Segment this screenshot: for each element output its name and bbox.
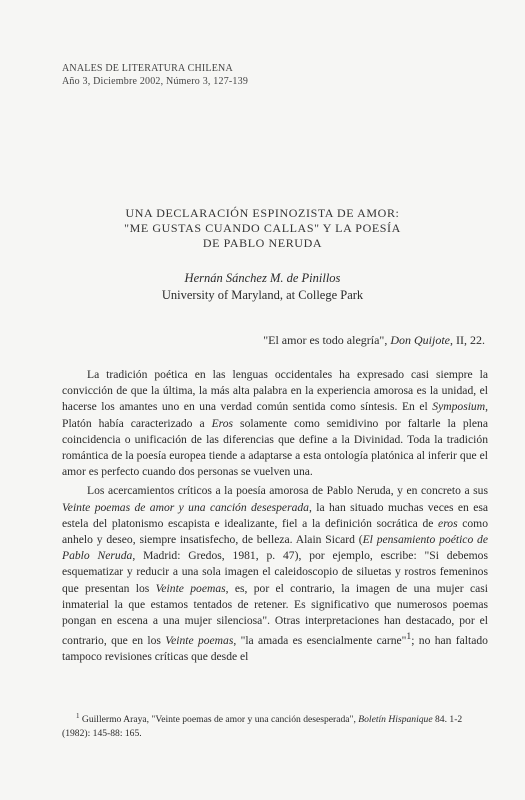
epigraph-work: Don Quijote (390, 333, 450, 347)
text-run: ; no han faltado tampoco revisiones críticas que desde el (62, 634, 488, 664)
paragraph-2 (62, 483, 488, 665)
text-run: , Madrid: Gredos, 1981, p. 47), por ejemplo, escribe: "Si debemos esquematizar y reducir a una sola imagen el caleidoscopio de siluetas y rostros femeninos que presentan los (62, 549, 488, 595)
text-run: , es, por el contrario, la imagen de una mujer casi inmaterial la que estamos tentados de retener. Es significativo que numerosos poemas pongan en escena a una mujer silenciosa". Otras interpretaciones han destacado, por el contrario, que en los (62, 581, 488, 648)
text-run: como anhelo y deseo, siempre insatisfecho, de belleza. Alain Sicard ( (62, 516, 488, 547)
italic-run: Veinte poemas de amor y una canción desesperada (62, 500, 309, 514)
italic-run: Eros (211, 416, 234, 430)
epigraph (263, 333, 485, 348)
author-affiliation: University of Maryland, at College Park (161, 288, 364, 302)
journal-issue: Año 3, Diciembre 2002, Número 3, 127-139 (62, 76, 249, 87)
author-block (60, 270, 465, 304)
epigraph-quote: "El amor es todo alegría", (263, 333, 388, 347)
text-run: , la han situado muchas veces en esa estela del platonismo escapista e idealizante, fiel a la definición socrática de (62, 500, 488, 530)
italic-run: Veinte poemas (155, 581, 226, 595)
italic-run: Symposium (432, 400, 486, 414)
text-run: Guillermo Araya, "Veinte poemas de amor y una canción desesperada", (79, 714, 359, 726)
text-run: , "la amada es esencialmente carne" (233, 634, 407, 648)
footnote-text (62, 709, 488, 741)
title-line-2: "ME GUSTAS CUANDO CALLAS" Y LA POESÍA (124, 221, 401, 235)
journal-header (62, 62, 248, 88)
italic-run: El pensamiento poético de Pablo Neruda (62, 533, 488, 563)
text-run: , Platón había caracterizado a (62, 400, 488, 430)
footnote-marker: 1 (406, 631, 412, 643)
footnote-number: 1 (76, 712, 80, 720)
italic-run: Veinte poemas (165, 634, 234, 648)
epigraph-reference: , II, 22. (450, 333, 485, 347)
text-run: solamente como semidivino por faltarle la plena coincidencia o unificación de las diferencias que define a la Divinidad. Toda la tradición romántica de la poesía europea tiende a adaptarse a esta ontología platónica al inferir que el amor es perfecto cuando dos personas se vuelven una. (62, 416, 488, 479)
paragraph-1 (62, 367, 488, 480)
footnote (62, 709, 488, 741)
italic-run: Boletín Hispanique (358, 714, 433, 726)
title-line-1: UNA DECLARACIÓN ESPINOZISTA DE AMOR: (125, 206, 400, 220)
italic-run: eros (438, 516, 458, 530)
article-body (62, 367, 488, 666)
author-name: Hernán Sánchez M. de Pinillos (184, 271, 341, 285)
article-title (60, 206, 465, 251)
text-run: Los acercamientos críticos a la poesía amorosa de Pablo Neruda, y en concreto a sus (87, 484, 488, 498)
text-run: 84. 1-2 (1982): 145-88: 165. (62, 714, 463, 740)
title-line-3: DE PABLO NERUDA (202, 236, 323, 250)
journal-name: ANALES DE LITERATURA CHILENA (62, 63, 233, 74)
text-run: La tradición poética en las lenguas occidentales ha expresado casi siempre la convicción de que la última, la más alta palabra en la experiencia amorosa es la unidad, el hacerse los amantes uno en una verdad común sentida como síntesis. En el (62, 368, 488, 414)
